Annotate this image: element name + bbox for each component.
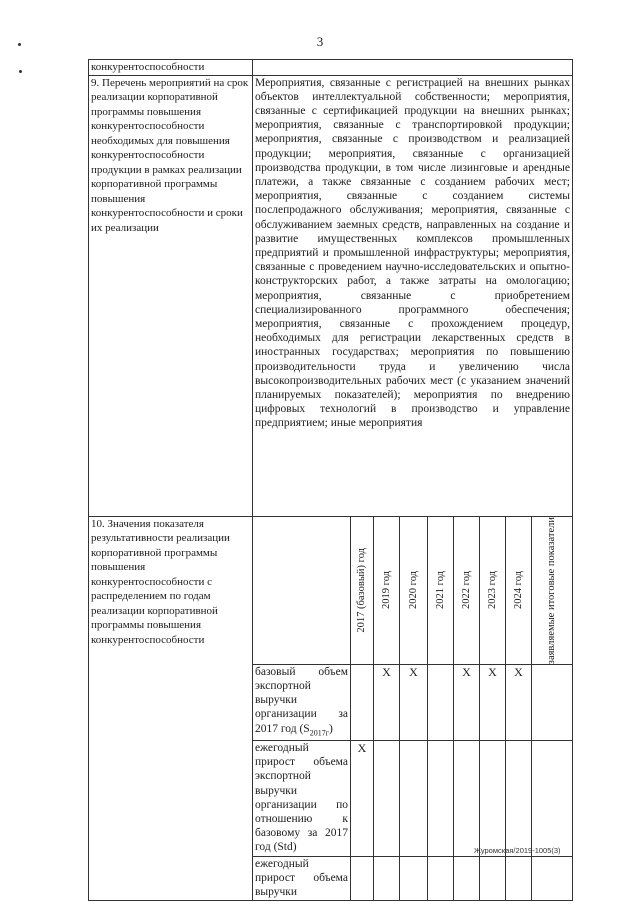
mark-cell: X [400,664,428,740]
mark-cell [506,741,532,857]
col-header-2024: 2024 год [506,516,532,664]
col-header-totals: заявляемые итоговые показатели [532,516,573,664]
mark-cell [532,857,573,901]
continuation-empty-cell [253,60,573,76]
row-10-label: 10. Значения показателя результативности реализации корпоративной программы повышения конкурентоспособности с распределением по годам реализации корпоративной программы повышения конкурентоспособности [89,516,253,900]
row-9-text: Мероприятия, связанные с регистрацией на внешних рынках объектов интеллектуальной собственности; мероприятия, связанные с сертификацией продукции на внешних рынках; мероприятия, связанные с транспортировкой продукции; мероприятия, связанные с производством и реализацией продукции; мероприятия, связанные с организацией производства продукции, в том числе лизинговые и арендные платежи, а также связанные с созданием рабочих мест; мероприятия, связанные с созданием системы послепродажного обслуживания; мероприятия, связанные с обслуживанием заемных средств, направленных на создание и развитие имущественных комплексов промышленных предприятий и промышленной инфраструктуры; мероприятия, связанные с проведением научно-исследовательских и опытно-конструкторских работ, а также затраты на омологацию; мероприятия, связанные с приобретением специализированного программного обеспечения; мероприятия, связанные с прохождением процедур, необходимых для регистрации лекарственных средств в иностранных государствах; мероприятия по повышению производительности труда и увеличению числа высокопроизводительных рабочих мест (с указанием значений планируемых показателей); мероприятия по внедрению цифровых технологий в производство и управление предприятием; иные мероприятия [253,75,573,516]
mark-cell [454,857,480,901]
mark-cell [480,741,506,857]
indicator-label: ежегодный прирост объема выручки [253,857,351,901]
col-header-2019: 2019 год [374,516,400,664]
mark-cell [400,857,428,901]
col-header-2023: 2023 год [480,516,506,664]
mark-cell [351,664,374,740]
continuation-row [89,60,573,76]
col-header-2020: 2020 год [400,516,428,664]
mark-cell: X [454,664,480,740]
mark-cell [428,741,454,857]
scan-speck [19,70,22,73]
mark-cell [428,857,454,901]
mark-cell [506,857,532,901]
col-header-2017: 2017 (базовый) год [351,516,374,664]
page-number: 3 [316,34,324,49]
continuation-cell: конкурентоспособности [89,60,253,76]
mark-cell: X [480,664,506,740]
mark-cell [480,857,506,901]
mark-cell [428,664,454,740]
mark-cell: X [374,664,400,740]
mark-cell: X [351,741,374,857]
row-9 [89,75,573,516]
document-footer-code: Журомская/2019-1005(3) [474,846,561,855]
row-10-header [89,516,573,664]
mark-cell [454,741,480,857]
mark-cell [351,857,374,901]
mark-cell: X [506,664,532,740]
col-header-2022: 2022 год [454,516,480,664]
mark-cell [374,741,400,857]
indicator-label: базовый объем экспортной выручки организации за 2017 год $(S_{2017г})$ [253,664,351,740]
col-header-2021: 2021 год [428,516,454,664]
mark-cell [374,857,400,901]
indicator-label: ежегодный прирост объема экспортной выручки организации по отношению к базовому за 2017 год (Std) [253,741,351,857]
mark-cell [532,741,573,857]
mark-cell [532,664,573,740]
mark-cell [400,741,428,857]
row-9-label: 9. Перечень мероприятий на срок реализации корпоративной программы повышения конкурентоспособности необходимых для повышения конкурентоспособности продукции в рамках реализации корпоративной программы повышения конкурентоспособности и сроки их реализации [89,75,253,516]
indicator-header-empty [253,516,351,664]
program-table [88,59,573,901]
